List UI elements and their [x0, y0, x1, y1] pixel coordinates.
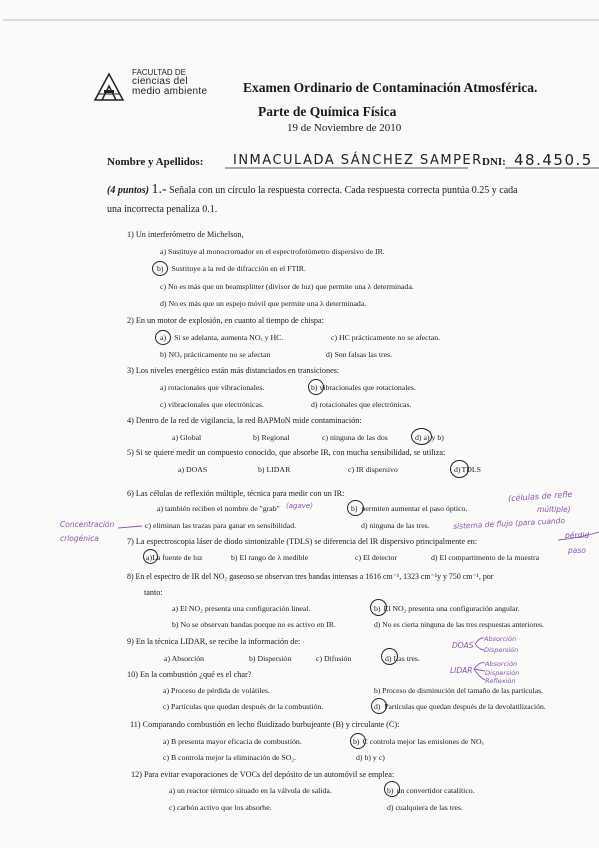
q5-stem: 5) Si se quiere medir un compuesto conocido, que absorbe IR, con mucha sensibilidad, se utiliza: [127, 448, 446, 457]
q3-option-a: a) rotacionales que vibracionales. [160, 383, 265, 392]
q7-option-a: a)La fuente de luz [146, 553, 203, 562]
q2-option-b: b) NOₓ prácticamente no se afectan [160, 350, 271, 359]
annotation-paso: paso [568, 546, 586, 555]
q1-option-c: c) No es más que un beamsplitter (divisor de luz) que permite una λ determinada. [160, 282, 414, 291]
q10-option-a: a) Proceso de pérdida de volátiles. [163, 686, 270, 695]
answer-circle [450, 460, 469, 478]
instructions-line1: (4 puntos) 1.- Señala con un círculo la respuesta correcta. Cada respuesta correcta puntúa 0.25 y cada [107, 182, 518, 197]
q2-stem: 2) En un motor de explosión, en cuanto al tiempo de chispa: [127, 316, 324, 325]
q8-option-b: b) El NO₂ presenta una configuración angular. [374, 604, 520, 613]
q3-option-c: c) vibracionales que electrónicas. [160, 400, 264, 409]
q12-option-c: c) carbón activo que los absorbe. [169, 803, 272, 812]
q2-option-a: a) Si se adelanta, aumenta NOₓ y HC. [160, 333, 284, 342]
q7-option-d: d) El compartimento de la muestra [431, 553, 540, 562]
q4-option-c: c) ninguna de las dos [322, 433, 388, 442]
annotation-criogenica: criogénica [60, 534, 99, 543]
q6-stem: 6) Las células de reflexión múltiple, técnica para medir con un IR: [127, 489, 345, 498]
q5-option-c: c) IR dispersivo [348, 465, 398, 474]
q7-stem: 7) La espectroscopia láser de diodo sintonizable (TDLS) se diferencia del IR dispersivo principalmente en: [127, 537, 478, 546]
q4-stem: 4) Dentro de la red de vigilancia, la red BAPMoN mide contaminación: [127, 416, 362, 425]
annotation-lidar-absorcion: Absorción [485, 660, 518, 668]
q2-option-c: c) HC prácticamente no se afectan. [331, 333, 441, 342]
q10-option-c: c) Partículas que quedan después de la combustión. [163, 702, 324, 711]
q9-option-a: a) Absorción [164, 654, 205, 663]
q8-option-c: b) No se observan bandas porque no es activo en IR. [172, 620, 336, 629]
q6-option-b: b) permiten aumentar el paso óptico. [351, 504, 468, 513]
answer-circle [350, 733, 366, 749]
q9-stem: 9) En la técnica LIDAR, se recibe la información de: [127, 637, 301, 646]
q3-option-d: d) rotacionales que electrónicas. [311, 400, 412, 409]
answer-circle [347, 500, 364, 516]
q12-option-a: a) un reactor térmico situado en la válvula de salida. [169, 786, 332, 795]
dni-value: 48.450.5 [514, 151, 593, 169]
answer-circle [370, 599, 387, 616]
q7-option-c: c) El detector [355, 553, 397, 562]
q11-stem: 11) Comparando combustión en lecho fluidizado burbujeante (B) y circulante (C): [130, 720, 400, 729]
q5-option-d: d)TDLS [454, 465, 481, 474]
answer-circle [143, 549, 158, 564]
answer-circle [384, 781, 400, 797]
q8-option-d: d) No es cierta ninguna de las tres respuestas anteriores. [374, 620, 544, 629]
answer-circle [411, 428, 432, 445]
annotation-doas-absorcion: Absorción [484, 635, 517, 643]
exam-title: Examen Ordinario de Contaminación Atmosférica. [243, 80, 538, 95]
q7-option-b: b) El rango de λ medible [231, 553, 309, 562]
q1-stem: 1) Un interferómetro de Michelson, [127, 230, 244, 239]
annotation-concentracion: Concentración [60, 520, 115, 529]
q12-option-b: b) un convertidor catalítico. [387, 786, 475, 795]
answer-circle [152, 261, 168, 276]
q1-option-a: a) Sustituye al monocromador en el espectrofotómetro dispersivo de IR. [160, 247, 385, 256]
annotation-perdida: pérdid [565, 531, 590, 540]
q6-option-d: d) ninguna de las tres. [361, 521, 430, 530]
q8-stem-2: tanto: [144, 588, 163, 597]
q10-option-b: b) Proceso de disminución del tamaño de las partículas. [374, 686, 543, 695]
q1-option-b: b) Sustituye a la red de difracción en el FTIR. [157, 264, 306, 273]
answer-circle [381, 648, 398, 665]
name-value: INMACULADA SÁNCHEZ SAMPER [233, 153, 483, 168]
answer-circle [371, 698, 387, 714]
annotation-doas: DOAS [452, 641, 474, 650]
q3-option-b: b) vibracionales que rotacionales. [311, 383, 416, 392]
q3-stem: 3) Los niveles energético están más distanciados en transiciones: [127, 366, 340, 375]
dni-label: DNI: [482, 156, 506, 168]
q9-option-c: c) Difusión [316, 654, 352, 663]
university-logo-icon [92, 70, 126, 104]
q12-stem: 12) Para evitar evaporaciones de VOCs del depósito de un automóvil se emplea: [131, 770, 395, 779]
q2-option-d: d) Son falsas las tres. [326, 350, 393, 359]
q9-option-b: b) Dispersión [249, 654, 292, 663]
annotation-lidar: LIDAR [450, 666, 473, 675]
q10-option-d: d) Partículas que quedan después de la devolatilización. [374, 702, 546, 711]
annotation-lidar-reflexion: Reflexión [485, 677, 516, 685]
faculty-name: FACULTAD DE ciencias del medio ambiente [132, 68, 208, 97]
q4-option-a: a) Global [172, 433, 202, 442]
q6-option-c: c) eliminan las trazas para ganar en sensibilidad. [145, 521, 297, 530]
name-label: Nombre y Apellidos: [107, 156, 204, 168]
annotation-celulas-1: (células de refle [507, 489, 573, 504]
q8-stem: 8) En el espectro de IR del NO₂ gaseoso se observan tres bandas intensas a 1616 cm⁻¹, 1323 cm⁻¹y y 750 cm⁻¹, por [127, 572, 494, 581]
answer-circle [155, 330, 171, 345]
q4-option-d: d) a) y b) [415, 433, 444, 442]
q5-option-a: a) DOAS [178, 465, 208, 474]
q6-option-a: a) también reciben el nombre de "grab" [157, 504, 280, 513]
q11-option-b: b) C controla mejor las emisiones de NOₓ [353, 737, 484, 746]
q5-option-b: b) LIDAR [258, 465, 291, 474]
q4-option-b: b) Regional [253, 433, 290, 442]
annotation-doas-dispersion: Dispersión [484, 646, 519, 654]
q11-option-a: a) B presenta mayor eficacia de combustión. [163, 737, 302, 746]
q1-option-d: d) No es más que un espejo móvil que permite una λ determinada. [160, 299, 367, 308]
q11-option-d: d) b) y c) [356, 753, 385, 762]
instructions-line2: una incorrecta penaliza 0.1. [107, 204, 218, 215]
annotation-grab: (agave) [286, 502, 313, 510]
exam-subtitle: Parte de Química Física [258, 104, 397, 119]
q11-option-c: c) B controla mejor la eliminación de SO₂. [163, 753, 297, 762]
q8-option-a: a) El NO₂ presenta una configuración lineal. [172, 604, 311, 613]
annotation-celulas-2: múltiple) [537, 505, 571, 514]
answer-circle [308, 379, 324, 395]
q10-stem: 10) En la combustión ¿qué es el char? [127, 670, 252, 679]
q12-option-d: d) cualquiera de las tres. [387, 803, 463, 812]
annotation-sistema-flujo: sistema de flujo (para cuando [452, 516, 566, 531]
annotation-lidar-dispersion: Dispersión [485, 669, 520, 677]
exam-date: 19 de Noviembre de 2010 [287, 122, 402, 134]
q9-option-d: d) Las tres. [385, 654, 420, 663]
